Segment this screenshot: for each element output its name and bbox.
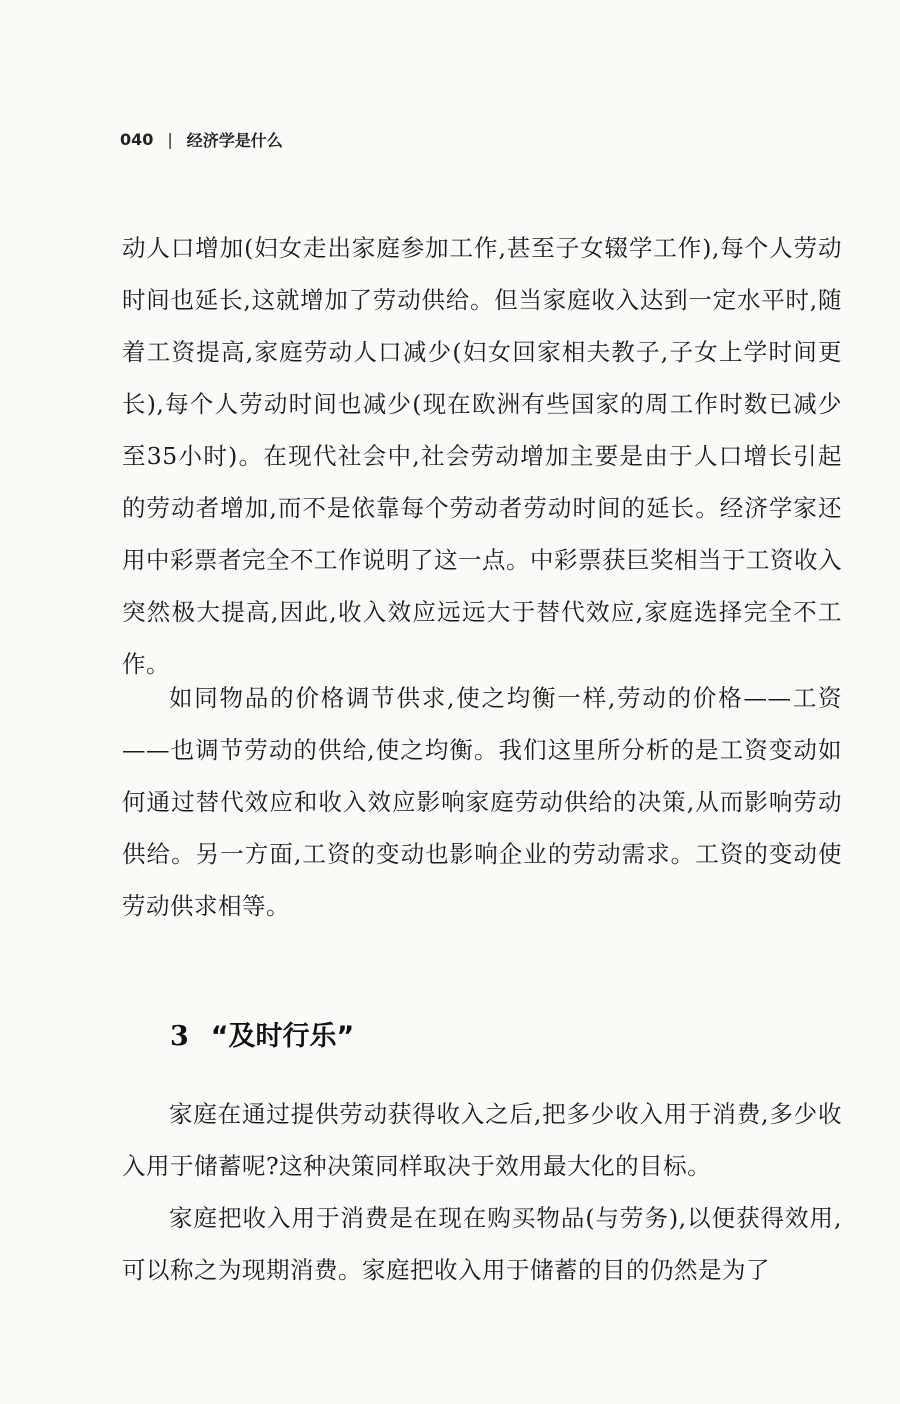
section-title: “及时行乐”	[210, 1021, 355, 1052]
page-header	[120, 128, 283, 151]
paragraph-saving-question	[122, 1088, 842, 1192]
section-number: 3	[170, 1021, 189, 1052]
header-separator: |	[167, 130, 173, 149]
page-number: 040	[120, 130, 154, 149]
paragraph-text: 动人口增加(妇女走出家庭参加工作,甚至子女辍学工作),每个人劳动时间也延长,这就增加了劳动供给。但当家庭收入达到一定水平时,随着工资提高,家庭劳动人口减少(妇女回家相夫教子,子女上学时间更长),每个人劳动时间也减少(现在欧洲有些国家的周工作时数已减少至35小时)。在现代社会中,社会劳动增加主要是由于人口增长引起的劳动者增加,而不是依靠每个劳动者劳动时间的延长。经济学家还用中彩票者完全不工作说明了这一点。中彩票获巨奖相当于工资收入突然极大提高,因此,收入效应远远大于替代效应,家庭选择完全不工作。	[122, 234, 842, 678]
paragraph-consumption	[122, 1192, 842, 1296]
paragraph-text: 如同物品的价格调节供求,使之均衡一样,劳动的价格——工资——也调节劳动的供给,使之均衡。我们这里所分析的是工资变动如何通过替代效应和收入效应影响家庭劳动供给的决策,从而影响劳动供给。另一方面,工资的变动也影响企业的劳动需求。工资的变动使劳动供求相等。	[122, 684, 842, 920]
paragraph-wage-balance	[122, 672, 842, 932]
paragraph-continued	[122, 222, 842, 690]
paragraph-text: 家庭把收入用于消费是在现在购买物品(与劳务),以便获得效用,可以称之为现期消费。家庭把收入用于储蓄的目的仍然是为了	[122, 1204, 842, 1284]
book-title: 经济学是什么	[186, 131, 283, 150]
section-heading	[170, 1014, 354, 1053]
paragraph-text: 家庭在通过提供劳动获得收入之后,把多少收入用于消费,多少收入用于储蓄呢?这种决策同样取决于效用最大化的目标。	[122, 1100, 842, 1180]
